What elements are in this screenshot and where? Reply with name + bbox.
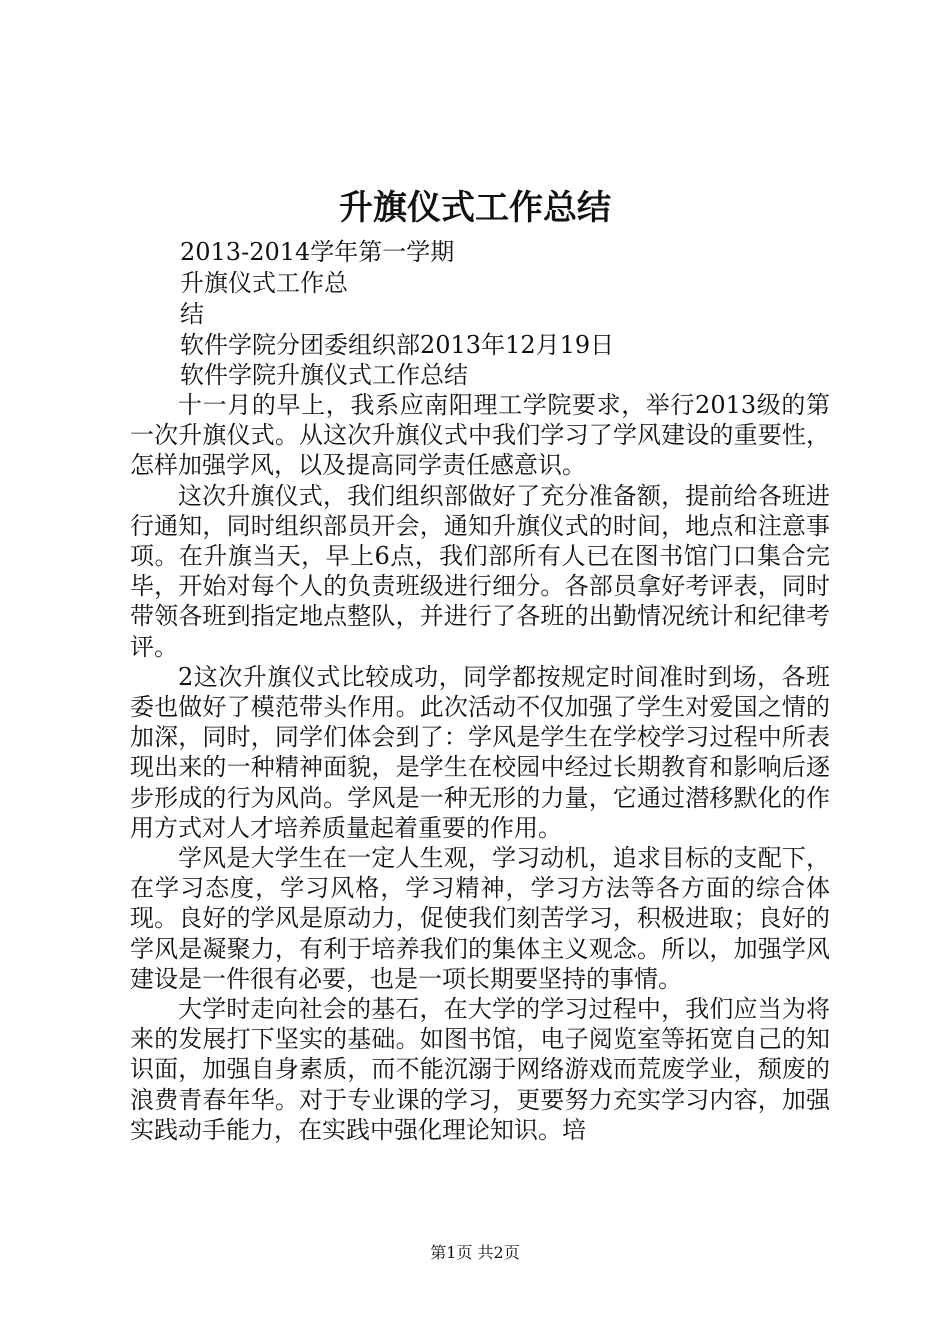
subtitle-line-1: 升旗仪式工作总 bbox=[180, 269, 348, 297]
page-footer: 第1页 共2页 bbox=[430, 1243, 520, 1262]
paragraph: 大学时走向社会的基石，在大学的学习过程中，我们应当为将来的发展打下坚实的基础。如图书馆，电子阅览室等拓宽自己的知识面，加强自身素质，而不能沉溺于网络游戏而荒废学业，颓废的浪费青春年华。对于专业课的学习，更要努力充实学习内容，加强实践动手能力，在实践中强化理论知识。培 bbox=[130, 995, 830, 1144]
paragraph: 十一月的早上，我系应南阳理工学院要求，举行2013级的第一次升旗仪式。从这次升旗仪式中我们学习了学风建设的重要性，怎样加强学风，以及提高同学责任感意识。 bbox=[130, 391, 830, 480]
heading-line: 软件学院升旗仪式工作总结 bbox=[180, 361, 468, 389]
paragraph: 学风是大学生在一定人生观，学习动机，追求目标的支配下，在学习态度，学习风格，学习精神，学习方法等各方面的综合体现。良好的学风是原动力，促使我们刻苦学习，积极进取；良好的学风是凝聚力，有利于培养我们的集体主义观念。所以，加强学风建设是一件很有必要，也是一项长期要坚持的事情。 bbox=[130, 844, 830, 993]
subtitle-line-2: 结 bbox=[180, 300, 204, 328]
paragraph: 这次升旗仪式，我们组织部做好了充分准备额，提前给各班进行通知，同时组织部员开会，通知升旗仪式的时间，地点和注意事项。在升旗当天，早上6点，我们部所有人已在图书馆门口集合完毕，开始对每个人的负责班级进行细分。各部员拿好考评表，同时带领各班到指定地点整队，并进行了各班的出勤情况统计和纪律考评。 bbox=[130, 481, 830, 661]
document-body bbox=[130, 390, 830, 1145]
document-title: 升旗仪式工作总结 bbox=[339, 188, 611, 228]
author-date-line: 软件学院分团委组织部2013年12月19日 bbox=[180, 331, 615, 359]
paragraph: 2这次升旗仪式比较成功，同学都按规定时间准时到场，各班委也做好了模范带头作用。此次活动不仅加强了学生对爱国之情的加深，同时，同学们体会到了：学风是学生在学校学习过程中所表现出来的一种精神面貌，是学生在校园中经过长期教育和影响后逐步形成的行为风尚。学风是一种无形的力量，它通过潜移默化的作用方式对人才培养质量起着重要的作用。 bbox=[130, 662, 830, 842]
semester-line: 2013-2014学年第一学期 bbox=[180, 238, 455, 266]
